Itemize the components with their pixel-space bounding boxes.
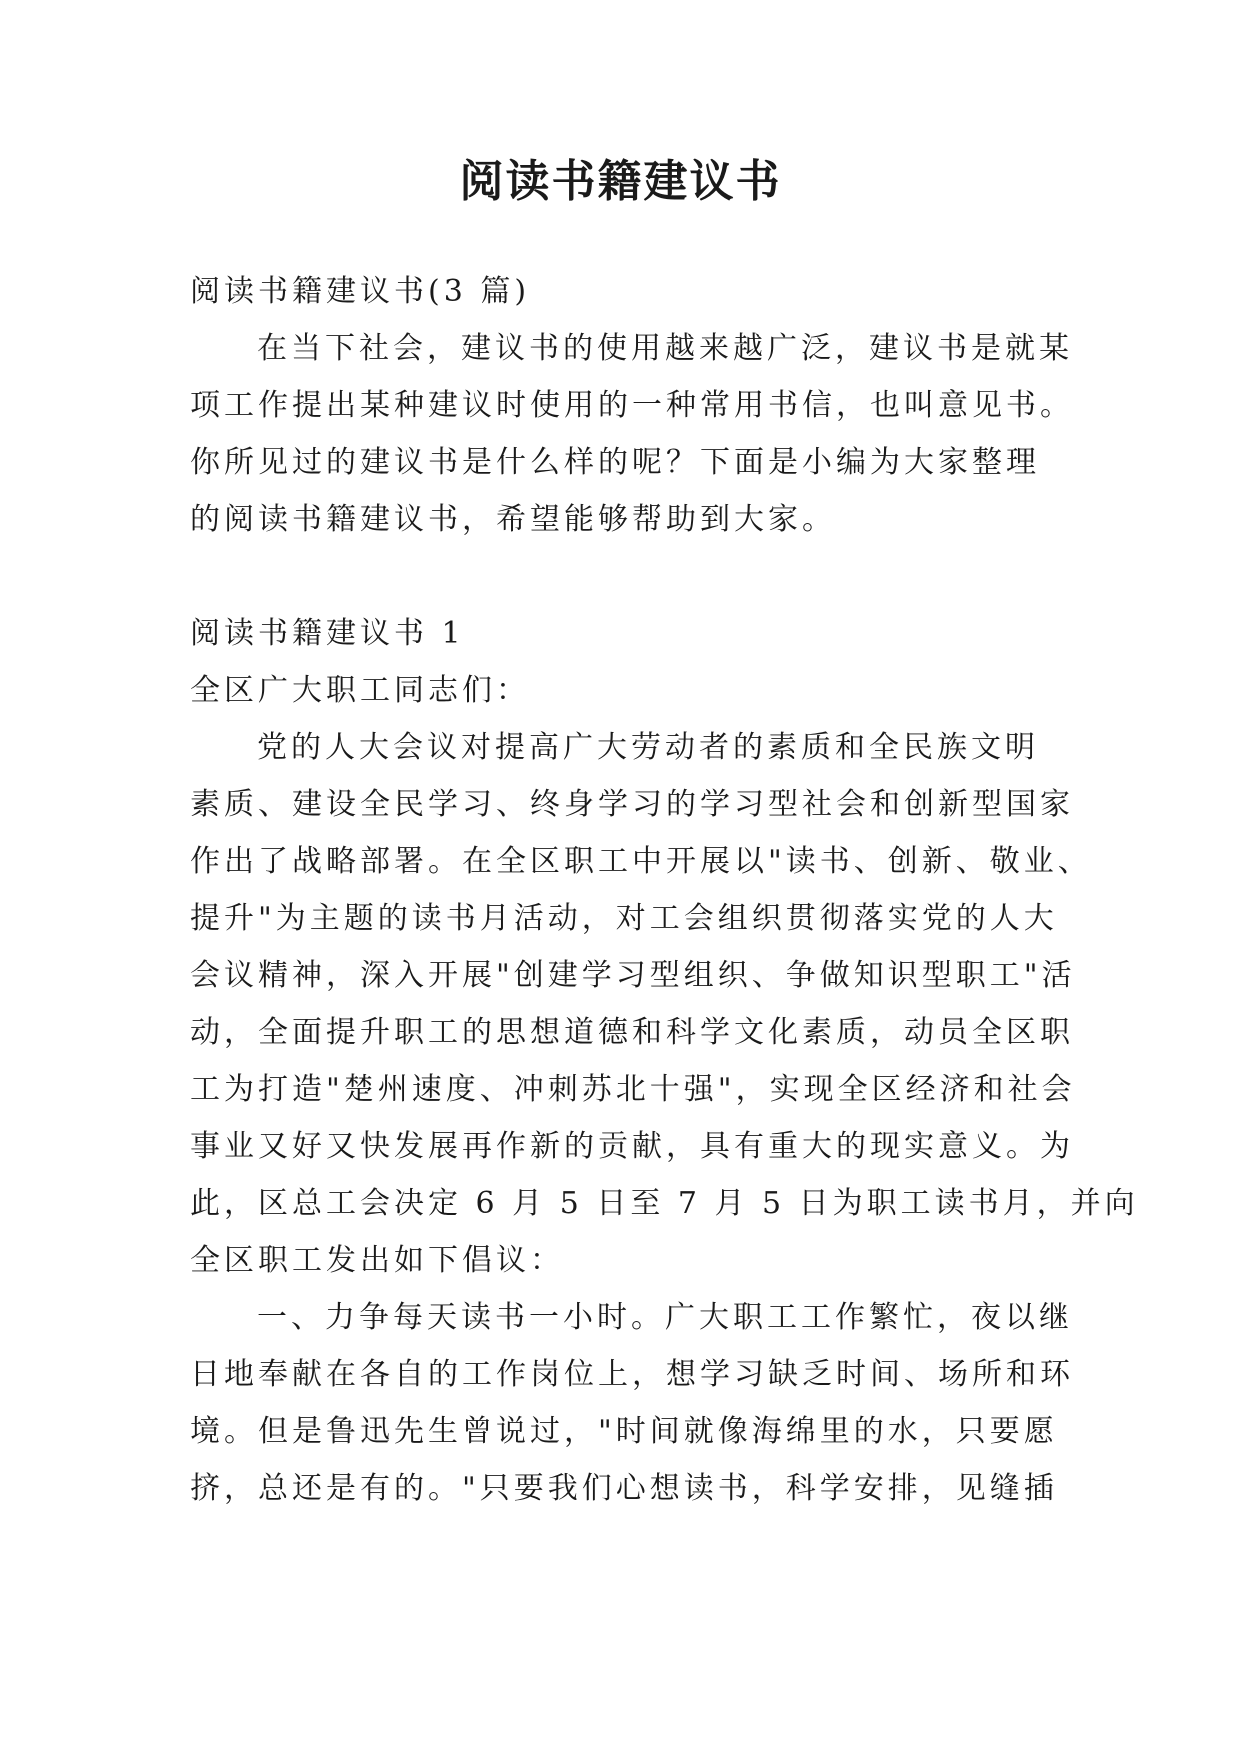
paragraph-line: 提升"为主题的读书月活动，对工会组织贯彻落实党的人大	[190, 901, 1058, 936]
paragraph-line: 日地奉献在各自的工作岗位上，想学习缺乏时间、场所和环	[190, 1357, 1074, 1392]
body-paragraph-2	[190, 1289, 1074, 1517]
paragraph-line: 党的人大会议对提高广大劳动者的素质和全民族文明	[257, 730, 1039, 765]
paragraph-line: 作出了战略部署。在全区职工中开展以"读书、创新、敬业、	[190, 844, 1092, 879]
paragraph-line: 一、力争每天读书一小时。广大职工工作繁忙，夜以继	[257, 1300, 1073, 1335]
paragraph-line: 境。但是鲁迅先生曾说过，"时间就像海绵里的水，只要愿	[190, 1414, 1058, 1449]
intro-line: 你所见过的建议书是什么样的呢？下面是小编为大家整理	[190, 445, 1040, 480]
document-body	[190, 263, 1139, 1517]
intro-paragraph	[190, 320, 1074, 548]
paragraph-line: 挤，总还是有的。"只要我们心想读书，科学安排，见缝插	[190, 1471, 1058, 1506]
salutation: 全区广大职工同志们：	[190, 673, 530, 708]
paragraph-line: 动，全面提升职工的思想道德和科学文化素质，动员全区职	[190, 1015, 1074, 1050]
intro-line: 的阅读书籍建议书，希望能够帮助到大家。	[190, 502, 836, 537]
paragraph-line: 会议精神，深入开展"创建学习型组织、争做知识型职工"活	[190, 958, 1076, 993]
document-subtitle: 阅读书籍建议书(3 篇)	[190, 274, 531, 309]
intro-line: 在当下社会，建议书的使用越来越广泛，建议书是就某	[257, 331, 1073, 366]
body-paragraph-1	[190, 719, 1139, 1289]
document-title: 阅读书籍建议书	[459, 156, 782, 207]
paragraph-line: 此，区总工会决定 6 月 5 日至 7 月 5 日为职工读书月，并向	[190, 1186, 1139, 1221]
paragraph-line: 事业又好又快发展再作新的贡献，具有重大的现实意义。为	[190, 1129, 1074, 1164]
paragraph-line: 全区职工发出如下倡议：	[190, 1243, 564, 1278]
paragraph-line: 工为打造"楚州速度、冲刺苏北十强"，实现全区经济和社会	[190, 1072, 1076, 1107]
intro-line: 项工作提出某种建议时使用的一种常用书信，也叫意见书。	[190, 388, 1074, 423]
section-heading: 阅读书籍建议书 1	[190, 616, 465, 651]
paragraph-spacer	[190, 548, 1060, 605]
paragraph-line: 素质、建设全民学习、终身学习的学习型社会和创新型国家	[190, 787, 1074, 822]
